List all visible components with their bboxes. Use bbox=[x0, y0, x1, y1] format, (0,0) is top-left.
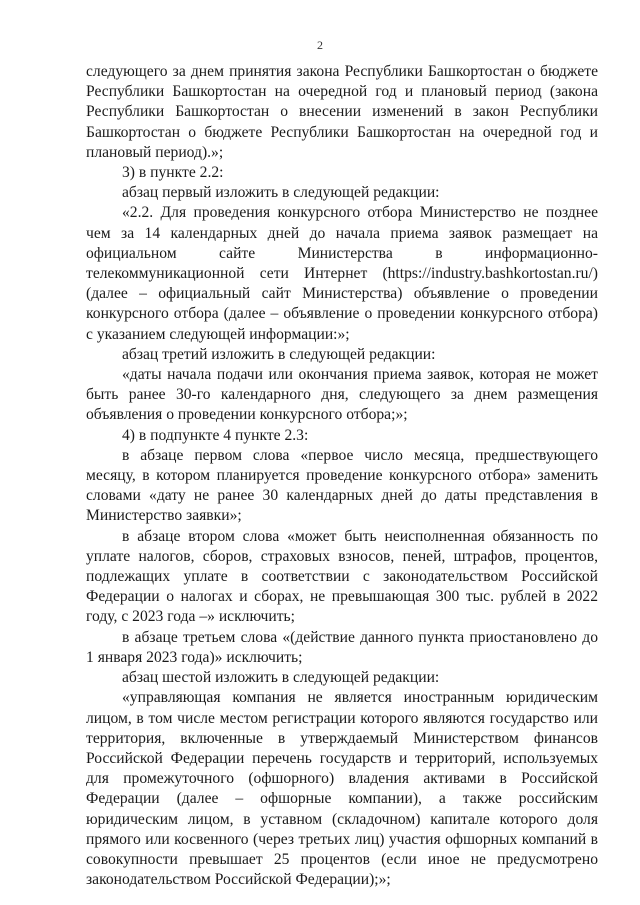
paragraph-amendment-first: в абзаце первом слова «первое число месяца, предшествующего месяцу, в котором планируется проведение конкурсного отбора» заменить словами «дату не ранее 30 календарных дней до даты представления в Министерство заявки»; bbox=[86, 446, 598, 525]
paragraph-instruction: абзац первый изложить в следующей редакции: bbox=[122, 184, 440, 202]
paragraph-quote-dates: «даты начала подачи или окончания приема заявок, которая не может быть ранее 30-го календарного дня, следующего за днем размещения объявления о проведении конкурсного отбора;»; bbox=[86, 366, 598, 424]
paragraph-instruction: абзац шестой изложить в следующей редакции: bbox=[122, 669, 440, 687]
paragraph-quote-2-2: «2.2. Для проведения конкурсного отбора Министерство не позднее чем за 14 календарных дней до начала приема заявок размещает на официальном сайте Министерства в информационно-телекоммуникационной сети Интернет (https://industry.bashkortostan.ru/) (далее – официальный сайт Министерства) объявление о проведении конкурсного отбора (далее – объявление о проведении конкурсного отбора) с указанием следующей информации:»; bbox=[86, 204, 598, 343]
paragraph-quote-management-company: «управляющая компания не является иностранным юридическим лицом, в том числе местом регистрации которого являются государство или территория, включенные в утверждаемый Министерством финансов Российской Федерации перечень государств и территорий, используемых для промежуточного (офшорного) владения активами в Российской Федерации (далее – офшорные компании), а также российским юридическим лицом, в уставном (складочном) капитале которого доля прямого или косвенного (через третьих лиц) участия офшорных компаний в совокупности превышает 25 процентов (если иное не предусмотрено законодательством Российской Федерации);»; bbox=[86, 689, 598, 889]
paragraph-amendment-third: в абзаце третьем слова «(действие данного пункта приостановлено до 1 января 2023 года)» исключить; bbox=[86, 628, 598, 666]
document-body bbox=[86, 62, 598, 890]
paragraph-continuation: следующего за днем принятия закона Республики Башкортостан о бюджете Республики Башкортостан на очередной год и плановый период (закона Республики Башкортостан о внесении изменений в закон Республики Башкортостан о бюджете Республики Башкортостан на очередной год и плановый период).»; bbox=[86, 63, 598, 161]
paragraph-instruction: абзац третий изложить в следующей редакции: bbox=[122, 345, 436, 363]
paragraph-item-3: 3) в пункте 2.2: bbox=[122, 164, 224, 182]
paragraph-item-4: 4) в подпункте 4 пункте 2.3: bbox=[122, 426, 309, 444]
paragraph-amendment-second: в абзаце втором слова «может быть неисполненная обязанность по уплате налогов, сборов, страховых взносов, пеней, штрафов, процентов, подлежащих уплате в соответствии с законодательством Российской Федерации о налогах и сборах, не превышающая 300 тыс. рублей в 2022 году, с 2023 года –» исключить; bbox=[86, 527, 598, 626]
page-number: 2 bbox=[317, 38, 323, 52]
